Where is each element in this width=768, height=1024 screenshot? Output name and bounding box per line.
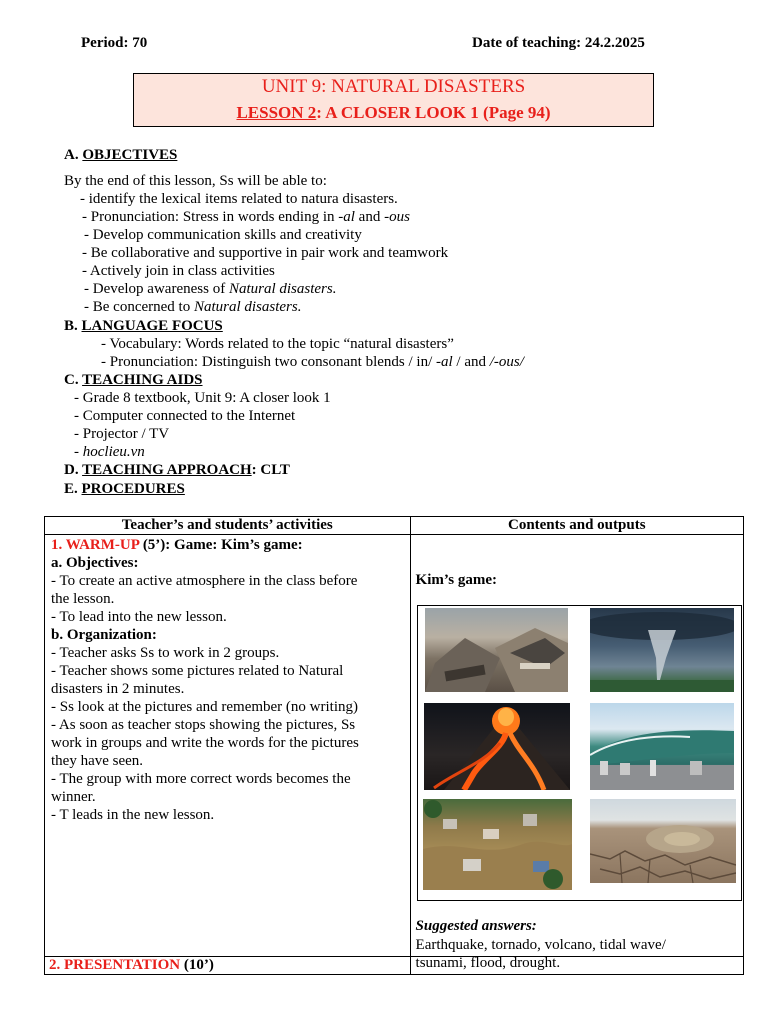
objective-line: - To lead into the new lesson.: [51, 609, 227, 625]
section-title: OBJECTIVES: [82, 147, 178, 163]
tornado-picture: [590, 608, 734, 692]
warmup-activities-cell: [45, 535, 411, 957]
suggested-answers: [416, 936, 666, 972]
warmup-heading: 1. WARM-UP (5’): Game: Kim’s game:: [51, 537, 303, 553]
drought-picture: [590, 799, 736, 883]
procedures-heading: E. PROCEDURES: [64, 481, 185, 497]
period-label: Period: 70: [81, 35, 148, 51]
organization-line: - Ss look at the pictures and remember (no writing): [51, 699, 359, 715]
website-link[interactable]: hoclieu.vn: [82, 444, 145, 460]
suggested-answers-heading: Suggested answers:: [415, 918, 537, 934]
objective-line: - To create an active atmosphere in the class before: [51, 573, 358, 589]
objective-item: - Be collaborative and supportive in pair work and teamwork: [82, 245, 449, 261]
teaching-aids-heading: C. TEACHING AIDS: [64, 372, 203, 388]
kims-game-label: Kim’s game:: [415, 572, 498, 588]
picture-grid: [417, 605, 742, 901]
language-focus-heading: B. LANGUAGE FOCUS: [64, 318, 223, 334]
organization-line: - Teacher asks Ss to work in 2 groups.: [51, 645, 280, 661]
objectives-intro: By the end of this lesson, Ss will be able to:: [64, 173, 327, 189]
organization-line: - As soon as teacher stops showing the pictures, Ss: [51, 717, 356, 733]
objectives-heading: [64, 146, 177, 164]
vocabulary-item: - Vocabulary: Words related to the topic “natural disasters”: [101, 336, 454, 352]
volcano-picture: [424, 703, 570, 790]
title-box: [133, 73, 654, 127]
lesson-title: [134, 103, 653, 123]
teaching-date: Date of teaching: 24.2.2025: [472, 35, 645, 51]
tidal-wave-picture: [590, 703, 734, 790]
objectives-subheading: a. Objectives:: [51, 555, 139, 571]
teaching-aid-item: - hoclieu.vn: [74, 444, 145, 460]
objective-item: - Develop awareness of Natural disasters.: [84, 281, 337, 297]
organization-line: they have seen.: [51, 753, 144, 769]
procedures-table: [44, 516, 744, 975]
col-header-activities: Teacher’s and students’ activities: [45, 517, 411, 535]
organization-line: - The group with more correct words becomes the: [51, 771, 351, 787]
lesson-label: LESSON 2: [236, 103, 317, 122]
flood-picture: [423, 799, 572, 890]
teaching-aid-item: - Projector / TV: [74, 426, 170, 442]
warmup-outputs-cell: [410, 535, 743, 971]
organization-line: disasters in 2 minutes.: [51, 681, 185, 697]
presentation-heading: 2. PRESENTATION (10’): [49, 957, 214, 973]
earthquake-picture: [425, 608, 568, 692]
suggested-answer-line: tsunami, flood, drought.: [415, 955, 561, 971]
objective-line: the lesson.: [51, 591, 115, 607]
objective-item: - Develop communication skills and creativity: [84, 227, 362, 243]
objective-item: - identify the lexical items related to natura disasters.: [80, 191, 398, 207]
pronunciation-item: - Pronunciation: Distinguish two consonant blends / in/ -al / and /-ous/: [101, 354, 524, 370]
organization-line: winner.: [51, 789, 96, 805]
unit-title: UNIT 9: NATURAL DISASTERS: [261, 76, 526, 97]
organization-line: work in groups and write the words for the pictures: [51, 735, 359, 751]
organization-subheading: b. Organization:: [51, 627, 157, 643]
objective-item: - Pronunciation: Stress in words ending in -al and -ous: [82, 209, 410, 225]
presentation-cell: [45, 957, 411, 975]
lesson-subtitle: : A CLOSER LOOK 1 (Page 94): [316, 103, 551, 122]
teaching-aid-item: - Grade 8 textbook, Unit 9: A closer look 1: [74, 390, 331, 406]
objective-item: - Actively join in class activities: [82, 263, 275, 279]
objective-item: - Be concerned to Natural disasters.: [84, 299, 302, 315]
organization-line: - T leads in the new lesson.: [51, 807, 215, 823]
approach-heading: D. TEACHING APPROACH: CLT: [64, 462, 290, 478]
suggested-answer-line: Earthquake, tornado, volcano, tidal wave/: [415, 937, 666, 953]
col-header-outputs: Contents and outputs: [410, 517, 743, 535]
teaching-aid-item: - Computer connected to the Internet: [74, 408, 296, 424]
organization-line: - Teacher shows some pictures related to Natural: [51, 663, 344, 679]
section-letter: A.: [64, 147, 83, 163]
